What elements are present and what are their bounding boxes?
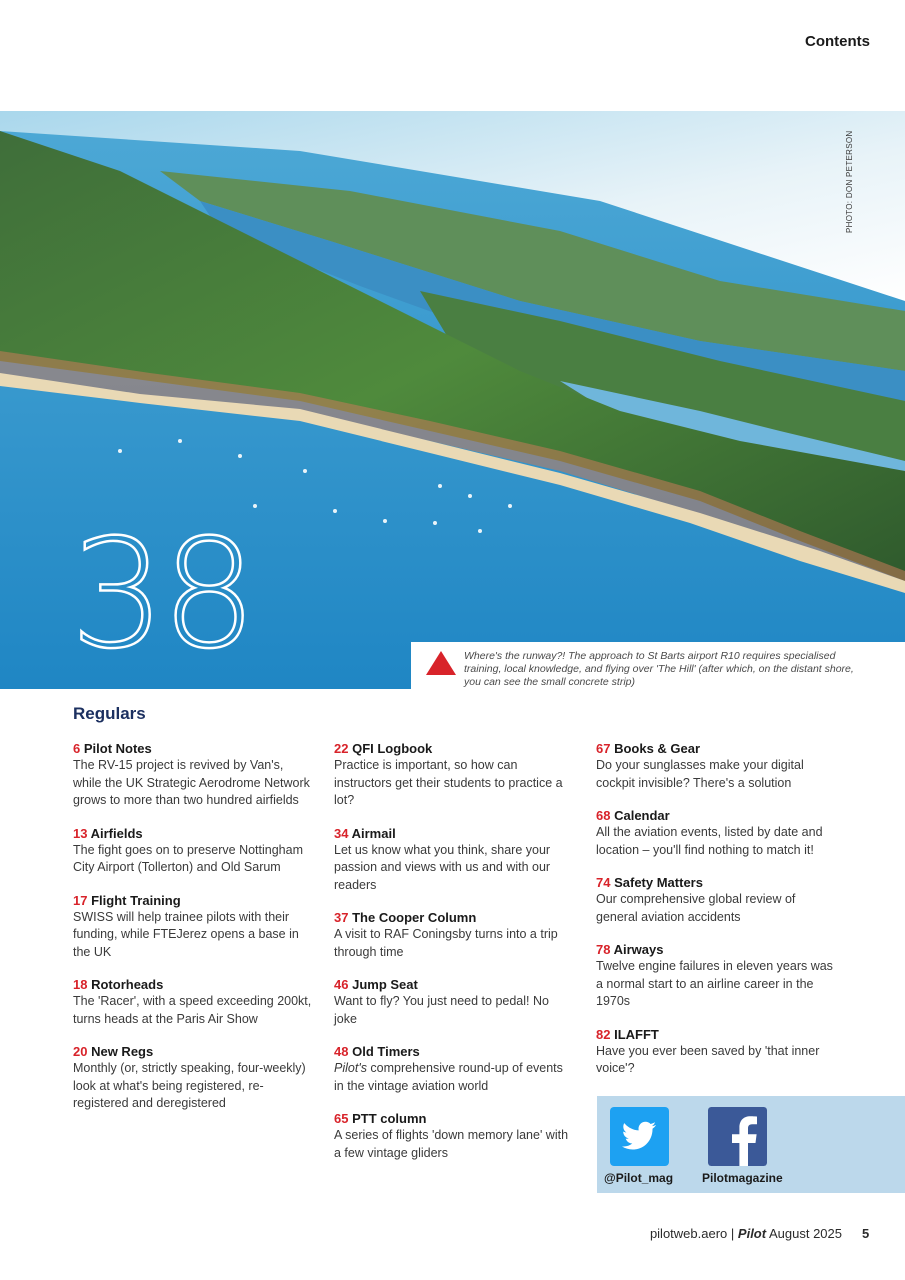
entry-description: Practice is important, so how can instructors get their students to practice a lot? [334,758,563,807]
entry-description: The 'Racer', with a speed exceeding 200kt, turns heads at the Paris Air Show [73,994,312,1026]
entry-title: The Cooper Column [352,910,477,925]
social-media-panel [597,1096,905,1193]
contents-entry[interactable] [334,1043,574,1095]
caption-pointer-triangle-icon [426,651,456,675]
entry-description: The RV-15 project is revived by Van's, while the UK Strategic Aerodrome Network grows to more than two hundred airfields [73,758,310,807]
contents-entry[interactable] [596,1026,836,1078]
entry-page-number: 6 [73,741,81,756]
entry-page-number: 18 [73,977,88,992]
entry-page-number: 22 [334,741,349,756]
contents-column-1 [73,740,313,1128]
contents-entry[interactable] [73,1043,313,1113]
page-section-title: Contents [805,33,870,50]
footer-magazine-name: Pilot [737,1226,767,1241]
entry-description [334,1060,574,1095]
page-footer [649,1226,870,1241]
entry-title: New Regs [91,1044,154,1059]
contents-entry[interactable] [73,976,313,1028]
entry-description: Have you ever been saved by 'that inner voice'? [596,1043,820,1075]
entry-title: Pilot Notes [83,741,152,756]
entry-description-italic: Pilot's [334,1061,367,1075]
photo-caption-box [411,642,905,689]
entry-description: Our comprehensive global review of general aviation accidents [596,892,796,924]
entry-description-rest: comprehensive round-up of events in the vintage aviation world [334,1061,563,1093]
facebook-f-icon [708,1107,767,1166]
entry-page-number: 74 [596,875,611,890]
entry-title: PTT column [352,1111,427,1126]
contents-column-2 [334,740,574,1177]
entry-description: A visit to RAF Coningsby turns into a trip through time [334,927,558,959]
contents-entry[interactable] [73,825,313,877]
contents-entry[interactable] [334,976,574,1028]
entry-description: SWISS will help trainee pilots with their funding, while FTEJerez opens a base in the UK [73,909,299,959]
contents-entry[interactable] [334,1110,574,1162]
contents-entry[interactable] [334,740,574,810]
entry-title: QFI Logbook [352,741,433,756]
contents-entry[interactable] [596,941,836,1011]
contents-entry[interactable] [334,909,574,961]
entry-page-number: 48 [334,1044,349,1059]
entry-title: Airways [613,942,664,957]
entry-title: Airfields [90,825,143,841]
entry-description: All the aviation events, listed by date and location – you'll find nothing to match it! [596,825,823,857]
regulars-heading: Regulars [73,704,146,723]
contents-entry[interactable] [596,807,836,859]
entry-title: Safety Matters [614,875,703,890]
entry-page-number: 82 [596,1026,611,1042]
feature-page-number: 38 [70,508,253,682]
contents-entry[interactable] [596,740,836,792]
entry-description: Do your sunglasses make your digital cockpit invisible? There's a solution [596,758,804,790]
entry-page-number: 17 [73,892,88,908]
entry-title: ILAFFT [614,1026,659,1042]
entry-page-number: 68 [596,808,611,823]
contents-entry[interactable] [73,740,313,810]
entry-page-number: 20 [73,1044,88,1059]
entry-description: Want to fly? You just need to pedal! No joke [334,994,549,1026]
contents-entry[interactable] [73,892,313,962]
entry-description: Monthly (or, strictly speaking, four-weekly) look at what's being registered, re-registered and deregistered [73,1061,306,1110]
entry-title: Rotorheads [91,977,164,992]
twitter-handle: @Pilot_mag [604,1171,674,1185]
entry-page-number: 34 [334,825,349,841]
contents-entry[interactable] [334,825,574,895]
photo-credit: PHOTO: DON PETERSON [845,130,854,233]
facebook-handle: Pilotmagazine [702,1171,783,1185]
entry-page-number: 67 [596,741,611,756]
entry-title: Calendar [614,808,670,823]
entry-page-number: 78 [596,942,611,957]
footer-page-number: 5 [862,1226,870,1241]
entry-title: Airmail [351,825,396,841]
footer-website[interactable]: pilotweb.aero [649,1226,728,1241]
entry-page-number: 13 [73,825,88,841]
entry-description: Twelve engine failures in eleven years was a normal start to an airline career in the 1970s [596,959,833,1008]
entry-title: Old Timers [352,1044,420,1059]
footer-issue-date: August 2025 [768,1226,842,1241]
twitter-link[interactable] [604,1107,674,1185]
entry-page-number: 37 [334,910,349,925]
entry-title: Jump Seat [352,977,418,992]
facebook-link[interactable] [702,1107,783,1185]
contents-entry[interactable] [596,874,836,926]
entry-description: Let us know what you think, share your passion and views with us and with our readers [334,842,551,892]
photo-caption: Where's the runway?! The approach to St Barts airport R10 requires specialised training, local knowledge, and flying over 'The Hill' (after which, on the distant shore, you can see the small concrete strip) [464,650,854,688]
entry-title: Books & Gear [614,741,701,756]
entry-page-number: 46 [334,977,349,992]
entry-page-number: 65 [334,1111,349,1126]
entry-description: The fight goes on to preserve Nottingham City Airport (Tollerton) and Old Sarum [73,842,303,874]
entry-description: A series of flights 'down memory lane' with a few vintage gliders [334,1128,569,1160]
entry-title: Flight Training [91,892,181,908]
contents-column-3 [596,740,836,1093]
footer-separator: | [730,1226,735,1241]
twitter-bird-icon [610,1107,669,1166]
